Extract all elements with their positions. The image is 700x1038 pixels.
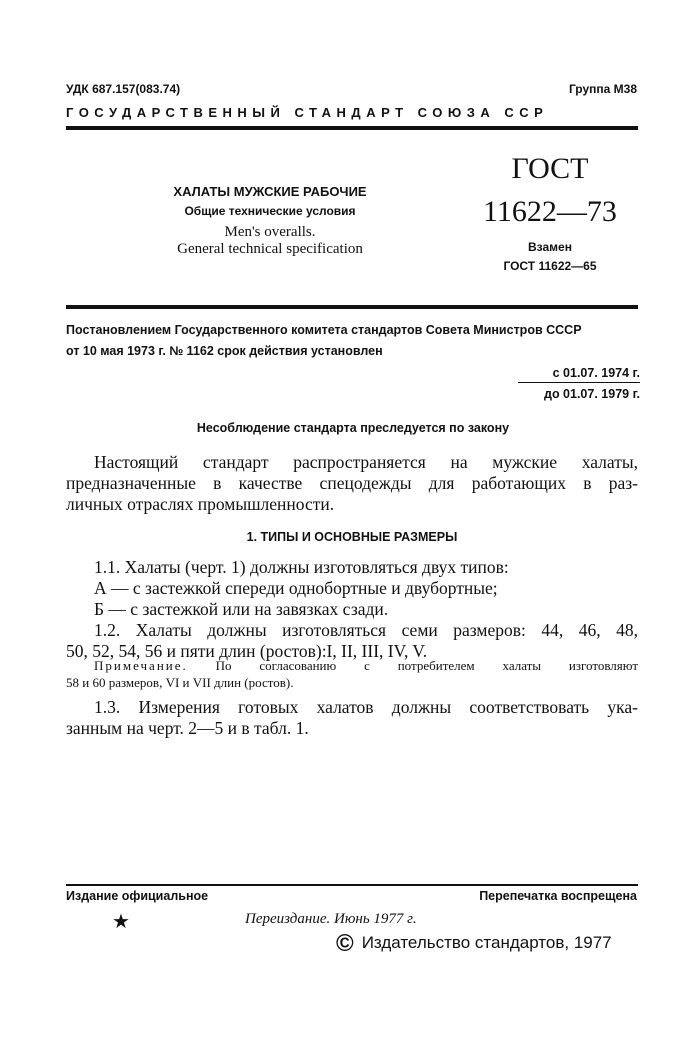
clause-1-2-line-1: 1.2. Халаты должны изготовляться семи размеров: 44, 46, 48,	[94, 620, 638, 640]
decree-line-2: от 10 мая 1973 г. № 1162 срок действия установлен	[66, 344, 383, 358]
gost-label: ГОСТ	[511, 152, 589, 185]
note-label: Примечание.	[94, 658, 188, 673]
note-line-2: 58 и 60 размеров, VI и VII длин (ростов).	[66, 675, 294, 690]
note	[66, 657, 638, 691]
english-title: Men's overalls.	[224, 224, 316, 240]
replaces-reference: ГОСТ 11622—65	[503, 259, 597, 273]
copyright-icon: ©	[336, 930, 354, 957]
intro-line-1: Настоящий стандарт распространяется на мужские халаты,	[94, 452, 638, 472]
publisher: Издательство стандартов, 1977	[361, 933, 612, 952]
title-block-rule	[66, 305, 638, 309]
replaces-label: Взамен	[528, 240, 572, 254]
group-code: Группа М38	[568, 82, 637, 96]
header-rule	[66, 126, 638, 130]
intro-line-2: предназначенные в качестве спецодежды для работающих в раз-	[66, 473, 638, 493]
english-subtitle: General technical specification	[177, 241, 363, 257]
reissue-note: Переиздание. Июнь 1977 г.	[245, 911, 417, 927]
star-icon: ★	[112, 911, 130, 933]
clause-1-3-line-1: 1.3. Измерения готовых халатов должны соответствовать ука-	[94, 697, 638, 717]
intro-line-3: личных отраслях промышленности.	[66, 494, 335, 514]
clause-1-3	[66, 697, 638, 739]
decree-line-1: Постановлением Государственного комитета стандартов Совета Министров СССР	[66, 323, 582, 337]
footer-rule	[66, 884, 638, 886]
official-edition: Издание официальное	[66, 889, 209, 903]
clauses-1-1-1-2	[66, 557, 638, 662]
type-b: Б — с застежкой или на завязках сзади.	[94, 599, 389, 619]
legal-warning: Несоблюдение стандарта преследуется по закону	[196, 421, 510, 435]
intro-paragraph	[66, 452, 638, 515]
reprint-prohibited: Перепечатка воспрещена	[479, 889, 637, 903]
type-a: А — с застежкой спереди однобортные и двубортные;	[94, 578, 498, 598]
date-divider	[518, 382, 640, 383]
clause-1-2-line-2: 50, 52, 54, 56 и пяти длин (ростов):I, II, III, IV, V.	[66, 641, 428, 661]
effective-date-from: с 01.07. 1974 г.	[552, 366, 640, 380]
document-subtitle: Общие технические условия	[184, 204, 356, 218]
effective-date-to: до 01.07. 1979 г.	[544, 387, 640, 401]
note-text-1: По согласованию с потребителем халаты изготовляют	[215, 658, 638, 673]
copyright-line	[336, 930, 612, 958]
gost-number: 11622—73	[483, 195, 617, 228]
document-title: ХАЛАТЫ МУЖСКИЕ РАБОЧИЕ	[173, 184, 367, 199]
standard-title-line: ГОСУДАРСТВЕННЫЙ СТАНДАРТ СОЮЗА ССР	[66, 105, 549, 120]
note-line-1	[66, 657, 638, 674]
clause-1-3-line-2: занным на черт. 2—5 и в табл. 1.	[66, 718, 309, 738]
udk-code: УДК 687.157(083.74)	[66, 82, 181, 96]
section-heading: 1. ТИПЫ И ОСНОВНЫЕ РАЗМЕРЫ	[246, 530, 458, 544]
clause-1-1: 1.1. Халаты (черт. 1) должны изготовляться двух типов:	[94, 557, 509, 577]
